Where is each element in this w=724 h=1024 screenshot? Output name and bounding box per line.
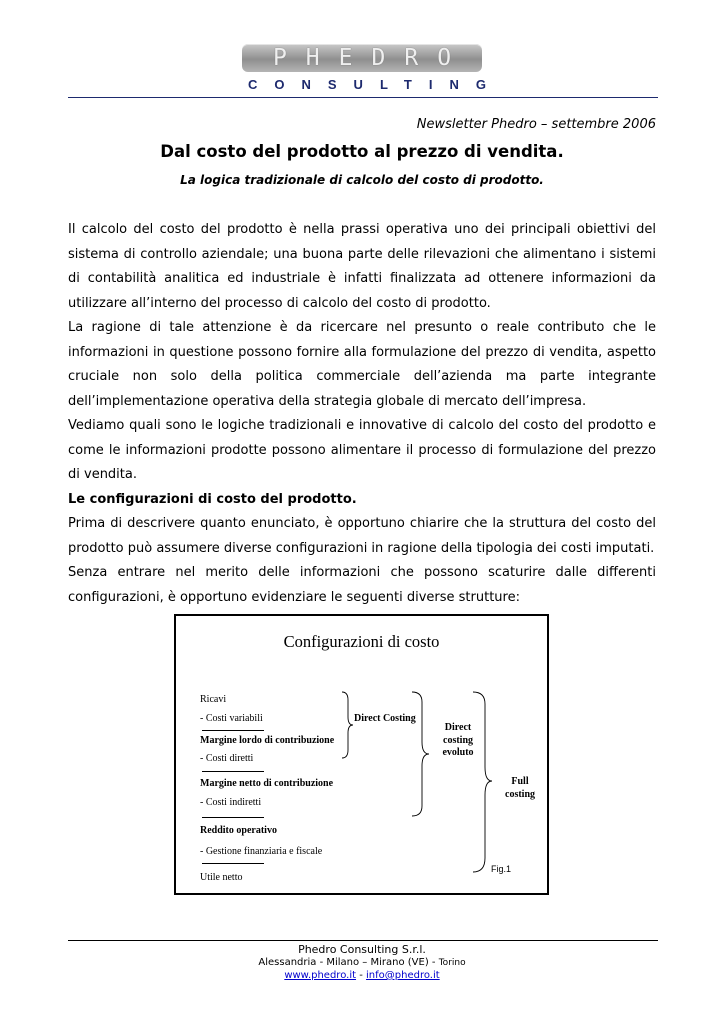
label-line: costing	[443, 734, 473, 746]
paragraph: Vediamo quali sono le logiche tradizionali e innovative di calcolo del costo del prodotto e come le informazioni prodotte possono alimentare il processo di formulazione del prezzo di vendita.	[68, 418, 656, 482]
row-costi-variabili: - Costi variabili	[200, 713, 263, 724]
label-line: Full	[511, 776, 529, 787]
brace-full-costing	[473, 692, 492, 872]
paragraph: Prima di descrivere quanto enunciato, è opportuno chiarire che la struttura del costo del prodotto può assumere diverse configurazioni in ragione della tipologia dei costi imputati.	[68, 516, 656, 556]
header-rule	[68, 97, 658, 98]
logo-subtitle: CONSULTING	[248, 77, 503, 92]
row-costi-diretti: - Costi diretti	[200, 753, 254, 764]
label-full-costing	[498, 776, 542, 801]
footer-links	[0, 970, 724, 981]
footer-cities-text: Alessandria - Milano – Mirano (VE) -	[258, 957, 436, 968]
newsletter-date: Newsletter Phedro – settembre 2006	[416, 117, 656, 132]
logo-word: PHEDRO	[272, 45, 471, 71]
label-direct-costing-evoluto	[434, 722, 482, 760]
article-subtitle: La logica tradizionale di calcolo del costo di prodotto.	[180, 173, 544, 187]
row-margine-lordo: Margine lordo di contribuzione	[200, 735, 335, 746]
footer-cities	[0, 957, 724, 968]
paragraph: Senza entrare nel merito delle informazioni che possono scaturire dalle differenti configurazioni, è opportuno evidenziare le seguenti diverse strutture:	[68, 565, 656, 605]
section-heading: Le configurazioni di costo del prodotto.	[68, 491, 357, 507]
footer-city-last: Torino	[438, 958, 466, 968]
footer-company: Phedro Consulting S.r.l.	[298, 943, 426, 956]
cost-configuration-figure	[174, 614, 549, 895]
label-line: Direct	[444, 722, 472, 733]
label-line: evoluto	[442, 747, 474, 758]
article-body	[68, 218, 656, 610]
paragraph: La ragione di tale attenzione è da ricercare nel presunto o reale contributo che le informazioni in questione possono fornire alla formulazione del prezzo di vendita, aspetto cruciale non solo della politica commerciale dell’azienda ma parte integrante dell’implementazione operativa della strategia globale di mercato dell’impresa.	[68, 320, 656, 409]
row-margine-netto: Margine netto di contribuzione	[200, 778, 334, 789]
footer-rule	[68, 940, 658, 941]
row-gestione-finanziaria: - Gestione finanziaria e fiscale	[200, 846, 323, 857]
figure-number: Fig.1	[490, 864, 511, 874]
row-utile-netto: Utile netto	[200, 872, 243, 883]
brace-direct-costing-evoluto	[412, 692, 429, 816]
website-link[interactable]: www.phedro.it	[284, 970, 357, 981]
figure-title: Configurazioni di costo	[283, 632, 440, 651]
brace-graphics	[176, 616, 547, 893]
email-link[interactable]: info@phedro.it	[366, 970, 440, 981]
label-direct-costing: Direct Costing	[354, 713, 416, 724]
paragraph: Il calcolo del costo del prodotto è nella prassi operativa uno dei principali obiettivi del sistema di controllo aziendale; una buona parte delle rilevazioni che alimentano i sistemi di contabilità analitica ed industriale è infatti finalizzata ad ottenere informazioni da utilizzare all’interno del processo di calcolo del costo di prodotto.	[68, 222, 656, 311]
footer-separator: -	[359, 970, 363, 981]
row-reddito-operativo: Reddito operativo	[200, 825, 277, 836]
phedro-logo	[242, 44, 503, 100]
label-line: costing	[505, 788, 535, 800]
article-title: Dal costo del prodotto al prezzo di vendita.	[160, 142, 564, 161]
brace-direct-costing	[342, 692, 353, 758]
row-costi-indiretti: - Costi indiretti	[200, 797, 262, 808]
row-ricavi: Ricavi	[200, 694, 227, 705]
